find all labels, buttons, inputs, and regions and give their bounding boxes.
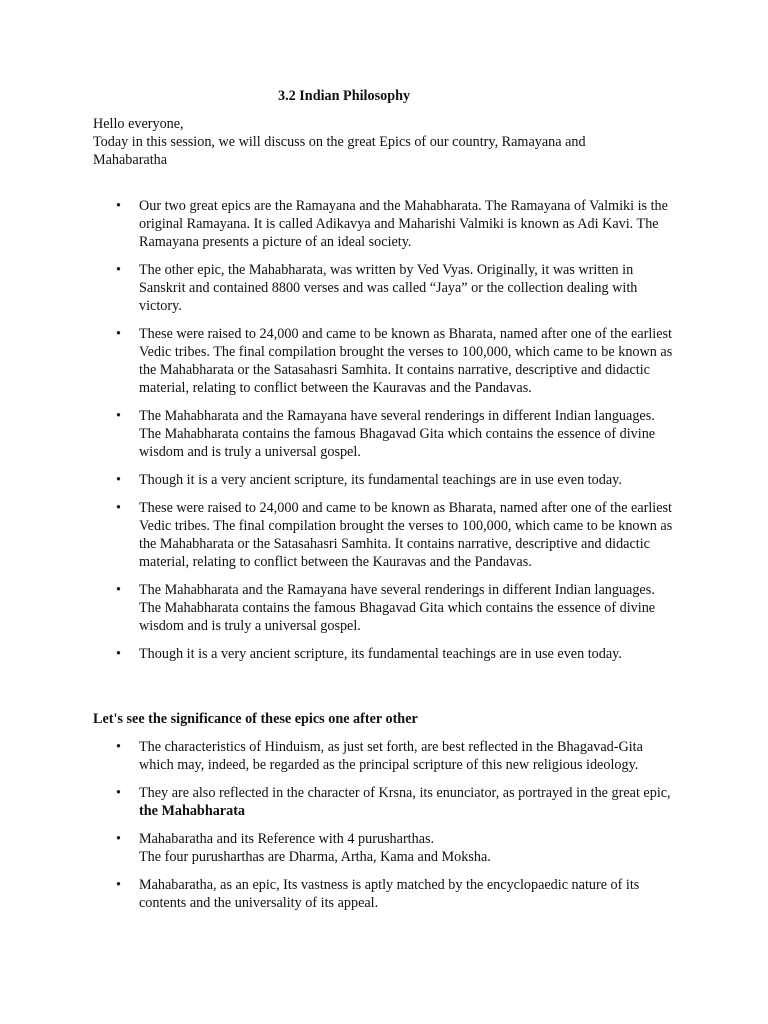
bullet-icon: • xyxy=(116,877,121,893)
list-item xyxy=(0,645,679,663)
bullet-icon: • xyxy=(116,262,121,278)
list-item xyxy=(0,197,679,251)
list-item xyxy=(0,407,679,461)
list-item-text: The characteristics of Hinduism, as just set forth, are best reflected in the Bhagavad-Gita which may, indeed, be regarded as the principal scripture of this new religious ideology. xyxy=(139,739,643,773)
list-item-text: Though it is a very ancient scripture, its fundamental teachings are in use even today. xyxy=(139,472,622,488)
section-heading: Let's see the significance of these epics one after other xyxy=(93,711,418,727)
list-item xyxy=(0,471,679,489)
list-item-text: These were raised to 24,000 and came to be known as Bharata, named after one of the earliest Vedic tribes. The final compilation brought the verses to 100,000, which came to be known as the Mahabharata or the Satasahasri Samhita. It contains narrative, descriptive and didactic material, relating to conflict between the Kauravas and the Pandavas. xyxy=(139,500,673,570)
list-item-text: The other epic, the Mahabharata, was written by Ved Vyas. Originally, it was written in Sanskrit and contained 8800 verses and was called “Jaya” or the collection dealing with victory. xyxy=(139,262,638,314)
significance-bullet-list xyxy=(0,738,768,922)
greeting-text: Hello everyone, xyxy=(93,116,184,132)
bullet-icon: • xyxy=(116,326,121,342)
intro-text: Today in this session, we will discuss on the great Epics of our country, Ramayana and Mahabaratha xyxy=(93,134,586,168)
list-item-text: These were raised to 24,000 and came to be known as Bharata, named after one of the earliest Vedic tribes. The final compilation brought the verses to 100,000, which came to be known as the Mahabharata or the Satasahasri Samhita. It contains narrative, descriptive and didactic material, relating to conflict between the Kauravas and the Pandavas. xyxy=(139,326,673,396)
list-item-text: The four purusharthas are Dharma, Artha, Kama and Moksha. xyxy=(139,849,491,865)
list-item xyxy=(0,784,679,820)
list-item xyxy=(0,499,679,571)
bullet-icon: • xyxy=(116,831,121,847)
list-item xyxy=(0,830,679,866)
list-item-text: Mahabaratha and its Reference with 4 purusharthas. xyxy=(139,831,435,847)
bullet-icon: • xyxy=(116,785,121,801)
bullet-icon: • xyxy=(116,500,121,516)
bullet-icon: • xyxy=(116,472,121,488)
list-item-text: Though it is a very ancient scripture, its fundamental teachings are in use even today. xyxy=(139,646,622,662)
bullet-icon: • xyxy=(116,646,121,662)
page-title: 3.2 Indian Philosophy xyxy=(278,88,411,104)
list-item-text: They are also reflected in the character of Krsna, its enunciator, as portrayed in the great epic, xyxy=(139,785,671,801)
list-item xyxy=(0,261,679,315)
list-item xyxy=(0,325,679,397)
bullet-icon: • xyxy=(116,408,121,424)
list-item xyxy=(0,738,679,774)
list-item-text: Mahabaratha, as an epic, Its vastness is aptly matched by the encyclopaedic nature of its contents and the universality of its appeal. xyxy=(139,877,640,911)
bullet-icon: • xyxy=(116,582,121,598)
bullet-icon: • xyxy=(116,739,121,755)
list-item xyxy=(0,876,679,912)
list-item xyxy=(0,581,679,635)
list-item-text: The Mahabharata and the Ramayana have several renderings in different Indian languages. The Mahabharata contains the famous Bhagavad Gita which contains the essence of divine wisdom and is truly a universal gospel. xyxy=(139,408,656,460)
epics-bullet-list xyxy=(0,197,768,673)
list-item-text: The Mahabharata and the Ramayana have several renderings in different Indian languages. The Mahabharata contains the famous Bhagavad Gita which contains the essence of divine wisdom and is truly a universal gospel. xyxy=(139,582,656,634)
bullet-icon: • xyxy=(116,198,121,214)
list-item-text: Our two great epics are the Ramayana and the Mahabharata. The Ramayana of Valmiki is the original Ramayana. It is called Adikavya and Maharishi Valmiki is known as Adi Kavi. The Ramayana presents a picture of an ideal society. xyxy=(139,198,668,250)
intro-block xyxy=(93,115,663,169)
list-item-bold-text: the Mahabharata xyxy=(139,803,246,819)
